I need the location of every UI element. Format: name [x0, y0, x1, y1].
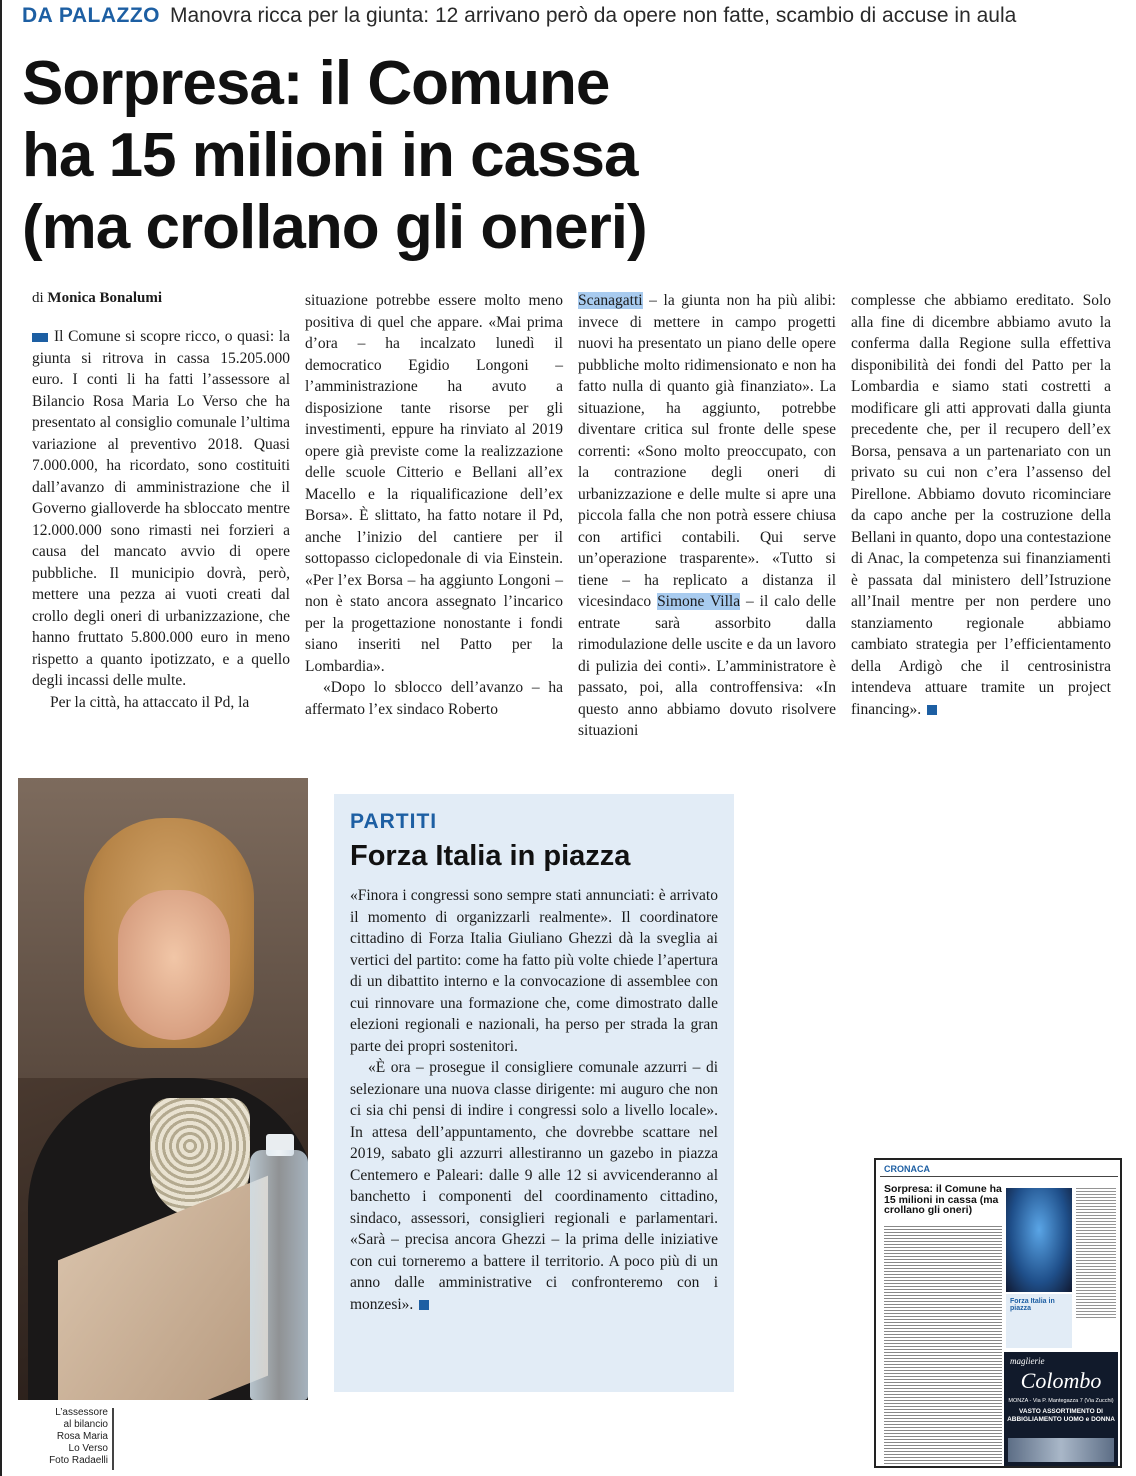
end-marker-icon	[927, 705, 937, 715]
box-title: Forza Italia in piazza	[350, 840, 631, 872]
caption-rule	[112, 1408, 114, 1470]
article-paragraph: situazione potrebbe essere molto meno positiva di quel che appare. «Mai prima d’ora – ha incalzato lunedì il democratico Egidio Longoni – l’amministrazione ha avuto a disposizione tante risorse per gli investimenti, eppure ha rinviato al 2019 opere già previste come la realizzazione delle scuole Citterio e Bellani all’ex Macello e la riqualificazione dell’ex Borsa». È slittato, ha fatto notare il Pd, anche l’inizio del cantiere per il sottopasso ciclopedonale di via Einstein. «Per l’ex Borsa – ha aggiunto Longoni – non è stato ancora assegnato l’incarico per la progettazione nonostante i fondi siano inseriti nel Patto per la Lombardia».	[305, 292, 563, 675]
photo-caption: L’assessore al bilancio Rosa Maria Lo Verso Foto Radaelli	[49, 1407, 108, 1466]
article-paragraph: complesse che abbiamo ereditato. Solo alla fine di dicembre abbiamo avuto la conferma dalla Regione sulla effettiva disponibilità dei fondi del Patto per la Lombardia e siamo stati costretti a modificare gli atti approvati dalla giunta precedente che, per il recupero dell’ex Borsa, pensava a un partenariato con un privato su cui non c’era l’assenso del Pirellone. Abbiamo dovuto ricominciare da capo anche per la costruzione della Bellani in quanto, dopo una contestazione di Anac, la competenza sui finanziamenti è passata dal ministero dell’Istruzione all’Inail mentre per non perdere uno stanziamento regionale abbiamo cambiato strategia per l’efficientamento della Ardigò che il centrosinistra intendeva attuare tramite un project financing».	[851, 292, 1111, 718]
box-text	[350, 885, 718, 1315]
thumbnail-section: CRONACA	[884, 1164, 930, 1174]
box-paragraph: «Finora i congressi sono sempre stati annunciati: è arrivato il momento di organizzarli realmente». Il coordinatore cittadino di Forza Italia Giuliano Ghezzi dà la sveglia ai vertici del partito: come ha fatto più volte chiede l’apertura di un dibattito interno e la convocazione di assemblee con cui rinnovare una formazione che, come dimostrato dalle elezioni regionali e nazionali, ha perso per strada la gran parte dei propri sostenitori.	[350, 887, 718, 1055]
box-kicker: PARTITI	[350, 810, 438, 833]
end-marker-icon	[419, 1300, 429, 1310]
article-column-3	[578, 290, 836, 742]
kicker	[22, 4, 1122, 32]
thumbnail-headline: Sorpresa: il Comune ha 15 milioni in cassa (ma crollano gli oneri)	[884, 1183, 1002, 1216]
article-paragraph: «Dopo lo sblocco dell’avanzo – ha affermato l’ex sindaco Roberto	[305, 679, 563, 718]
byline-author: Monica Bonalumi	[47, 290, 163, 306]
headline-line-1: Sorpresa: il Comune	[22, 49, 610, 118]
article-paragraph: Scanagatti – la giunta non ha più alibi: invece di mettere in campo progetti nuovi ha presentato un piano delle opere pubbliche molto ridimensionato e non ha fatto nulla di quanto già finanziato». La situazione, ha aggiunto, potrebbe diventare critica sul fronte delle spese correnti: «Sono molto preoccupato, con la contrazione degli oneri di urbanizzazione e delle multe si apre una piccola falla che non potrà essere chiusa con artifici contabili. Qui serve un’operazione trasparente». «Tutto si tiene – ha replicato a distanza il vicesindaco Simone Villa – il calo delle entrate sarà assorbito dalla rimodulazione delle uscite e da un lavoro di pulizia dei conti». L’amministratore è passato, poi, alla controffensiva: «In questo anno abbiamo dovuto risolvere situazioni	[578, 292, 836, 739]
sidebar-box	[334, 794, 734, 1392]
highlighted-name: Scanagatti	[578, 292, 643, 309]
highlighted-name: Simone Villa	[657, 593, 741, 610]
byline	[32, 290, 162, 307]
headline-line-3: (ma crollano gli oneri)	[22, 193, 647, 262]
article-column-4	[851, 290, 1111, 720]
thumbnail-photo	[1006, 1188, 1072, 1292]
box-paragraph: «È ora – prosegue il consigliere comunale azzurri – di selezionare una nuova classe dirigente: mi auguro che non ci sia chi pensi di indire i congressi solo a livello locale». In attesa dell’appuntamento, che dovrebbe scattare nel 2019, sabato gli azzurri allestiranno un gazebo in piazza Centemero e Paleari: dalle 9 alle 12 si avvicenderanno al banchetto i componenti del coordinamento cittadino, sindaco, assessori, consiglieri regionali e parlamentari. «Sarà – precisa ancora Ghezzi – la prima delle iniziative con cui torneremo a battere il territorio. A poco più di un anno dalle amministrative ci confronteremo con i monzesi».	[350, 1059, 718, 1313]
kicker-subtitle: Manovra ricca per la giunta: 12 arrivano però da opere non fatte, scambio di accuse in aula	[169, 4, 1017, 27]
headline	[22, 48, 922, 264]
section-tag: DA PALAZZO	[22, 4, 160, 27]
paragraph-marker-icon	[32, 333, 48, 342]
thumbnail-ad: maglierie Colombo MONZA - Via P. Mantegazza 7 (Via Zucchi) VASTO ASSORTIMENTO DI ABBIGLIAMENTO UOMO e DONNA	[1004, 1352, 1118, 1466]
thumbnail-box: Forza Italia in piazza	[1006, 1294, 1072, 1348]
page-thumbnail	[874, 1158, 1122, 1468]
byline-prefix: di	[32, 290, 44, 306]
article-photo	[18, 778, 308, 1400]
article-paragraph: Il Comune si scopre ricco, o quasi: la giunta si ritrova in cassa 15.205.000 euro. I conti li ha fatti l’assessore al Bilancio Rosa Maria Lo Verso che ha presentato al consiglio comunale l’ultima variazione al preventivo 2018. Quasi 7.000.000, ha ricordato, sono costituiti dall’avanzo di amministrazione che il Governo gialloverde ha sbloccato mentre 12.000.000 sono rimasti nei forzieri a causa del mancato avvio di opere pubbliche. Il municipio dovrà, però, mettere una pezza ai vuoti creati dal crollo degli oneri di urbanizzazione, che hanno fruttato 5.800.000 euro in meno rispetto a quanto ipotizzato, e a quello degli incassi delle multe.	[32, 328, 290, 689]
headline-line-2: ha 15 milioni in cassa	[22, 121, 638, 190]
article-column-1	[32, 326, 290, 713]
article-paragraph: Per la città, ha attaccato il Pd, la	[50, 693, 250, 711]
article-column-2	[305, 290, 563, 720]
